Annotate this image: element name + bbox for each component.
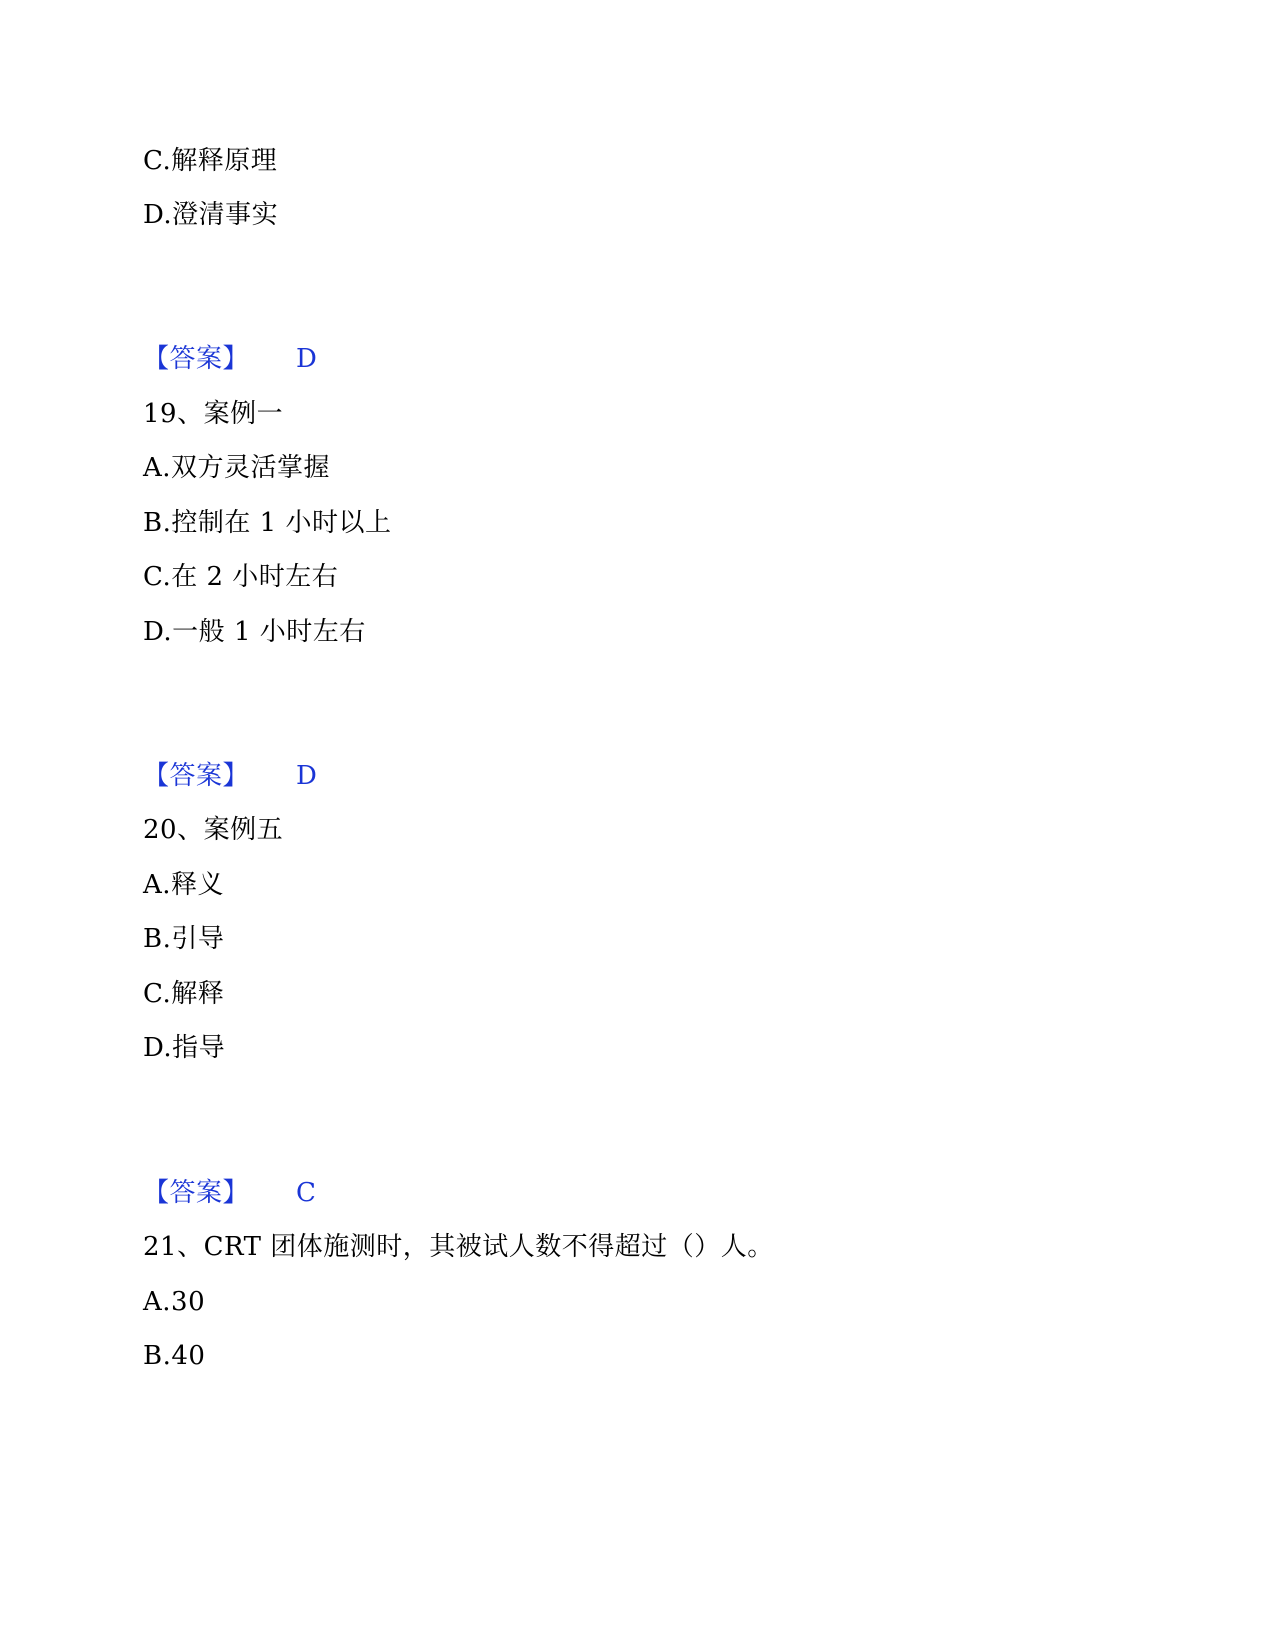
answer-value: D <box>296 761 318 791</box>
q20-option-c: C.解释 <box>143 979 225 1009</box>
q19-option-b: B.控制在 1 小时以上 <box>143 508 392 538</box>
q19-option-d: D.一般 1 小时左右 <box>143 617 366 647</box>
answer-label: 【答案】 <box>143 344 250 374</box>
answer-value: C <box>296 1178 317 1208</box>
q18-option-d: D.澄清事实 <box>143 200 279 230</box>
answer-label: 【答案】 <box>143 761 250 791</box>
answer-value: D <box>296 344 318 374</box>
q20-option-a: A.释义 <box>143 870 225 900</box>
answer-label: 【答案】 <box>143 1178 250 1208</box>
q19-stem: 19、案例一 <box>143 399 284 429</box>
q20-option-d: D.指导 <box>143 1033 226 1063</box>
q19-option-c: C.在 2 小时左右 <box>143 562 339 592</box>
q19-option-a: A.双方灵活掌握 <box>143 453 331 483</box>
q19-answer <box>143 759 318 793</box>
q21-stem: 21、CRT 团体施测时，其被试人数不得超过（）人。 <box>143 1232 774 1262</box>
q20-option-b: B.引导 <box>143 924 225 954</box>
q18-option-c: C.解释原理 <box>143 146 278 176</box>
q20-answer <box>143 1176 317 1210</box>
q21-option-a: A.30 <box>143 1287 206 1317</box>
q18-answer <box>143 342 318 376</box>
q21-option-b: B.40 <box>143 1341 206 1371</box>
q20-stem: 20、案例五 <box>143 815 284 845</box>
